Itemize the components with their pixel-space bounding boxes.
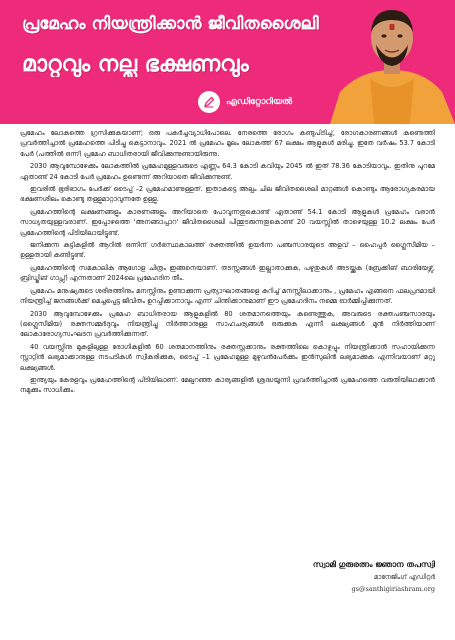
paragraph: ഇന്ത്യയും കേരളവും പ്രമേഹത്തിന്റെ പിടിയിലാണ്. മേല്പറഞ്ഞ കാര്യങ്ങളിൽ ശ്രദ്ധയൂന്നി പ്രവർത്തിച്ചാൽ പ്രമേഹത്തെ വരുതിയിലാക്കാൻ നമുക്കും സാധിക്കും. [20,375,435,395]
paragraph: ഇവരിൽ ഭൂരിഭാഗം പേർക്ക് ടൈപ്പ് –2 പ്രമേഹമാണുള്ളത്. ഇതാകട്ടെ അല്പം ചില ജീവിതശൈലി മാറ്റങ്ങൾ കൊണ്ടും ആരോഗ്യകരമായ ഭക്ഷണശീലം കൊണ്ടു തള്ളുമാറ്റാവുന്നതേ ഉള്ളു. [20,185,435,204]
editorial-badge [198,91,292,113]
paragraph: പ്രമേഹത്തിന്റെ ലക്ഷണങ്ങളും കാരണങ്ങളും അറിയാതെ പോവുന്നതുകൊണ്ട് ഏതാണ്ട് 54.1 കോടി ആളുകൾ പ്രമേഹം വരാൻ സാധ്യതയുള്ളവരാണ്. ഇപ്പോഴത്തെ 'അനങ്ങാപ്പാറ' ജീവിതശൈലി പിന്തുടരുന്നതുകൊണ്ട് 20 വയസ്സിൽ താഴെയുള്ള 10.2 ലക്ഷം പേർ പ്രമേഹത്തിന്റെ പിടിയിലായിട്ടുണ്ട്. [20,207,435,237]
section-label: എഡിറ്റോറിയൽ [226,97,293,107]
author-portrait [330,0,455,124]
page-title-line2: മാറ്റവും നല്ല ഭക്ഷണവും [22,52,249,77]
pen-icon [198,91,220,113]
paragraph: 2030 ആവുമ്പോഴേക്കും പ്രമേഹ ബാധിതരായ ആളുകളിൽ 80 ശതമാനത്തെയും കണ്ടെത്തുക, അവരുടെ രക്തപഞ്ചസാരയും (ഗ്ലൈസീമിയ) രക്തസമ്മർദ്ദവും നിയന്ത്രിച്ചു നിർത്താനുള്ള സാഹചര്യങ്ങൾ ഒരുക്കുക എന്നീ ലക്ഷ്യങ്ങൾ മുൻ നിർത്തിയാണ് ലോകാരോഗ്യസംഘടന പ്രവർത്തിക്കുന്നത്. [20,309,435,339]
paragraph: 40 വയസ്സിനു മുകളിലുള്ള രോഗികളിൽ 60 ശതമാനത്തിനും രക്തസ്റ്റക്കാനും രക്തത്തിലെ കൊഴുപ്പും നിയന്ത്രിക്കാൻ സഹായിക്കുന്ന സ്റ്റാറ്റിൻ ലഭ്യമാക്കാനുള്ള നടപടികൾ സ്വീകരിക്കുക, ടൈപ്പ് –1 പ്രമേഹമുള്ള മുഴുവൻപേർക്കും ഇൻസുലിൻ ലഭ്യമാക്കുക എന്നിവയാണ് മറ്റു ലക്ഷ്യങ്ങൾ. [20,342,435,372]
page-title-line1: പ്രമേഹം നിയന്ത്രിക്കാൻ ജീവിതശൈലി [22,14,319,34]
signature-block [313,560,435,593]
paragraph: പ്രമേഹം ലോകത്തെ ഗ്രസിക്കുകയാണ്; ഒരു പകർച്ചവ്യാധിപോലെ. നേരത്തെ രോഗം കണ്ടുപിടിച്ച്, രോഗകാരണങ്ങൾ കണ്ടെത്തി പ്രവർത്തിച്ചാൽ പ്രമേഹത്തെ പിടിച്ചു കെട്ടാനാവും. 2021 ൽ പ്രമേഹം മൂലം ലോകത്ത് 67 ലക്ഷം ആളുകൾ മരിച്ചു. ഇതേ വർഷം 53.7 കോടി പേർ (പത്തിൽ ഒന്ന്) പ്രമേഹ ബാധിതരായി ജീവിക്കുന്നുണ്ടായിരുന്നു. [20,129,435,158]
paragraph: ജനിക്കുന്ന കുട്ടികളിൽ ആറിൽ ഒന്നിന് ഗർഭസ്ഥകാലത്ത് രക്തത്തിൽ ഉയർന്ന പഞ്ചസാരയുടെ അളവ് – ഹൈപ്പർ ഗ്ലൈസീമിയ – ഉള്ളതായി കണ്ടിട്ടുണ്ട്. [20,241,435,260]
header-banner [0,0,455,124]
paragraph: പ്രമേഹം മനുഷ്യരുടെ ശരീരത്തിനും മനസ്സിനും ഉണ്ടാക്കുന്ന പ്രത്യാഘാതങ്ങളെ കുറിച്ച് മനസ്സിലാക്കാനും , പ്രമേഹം എങ്ങനെ ഫലപ്രദമായി നിയന്ത്രിച്ച് ജനങ്ങൾക്ക് മെച്ചപ്പെട്ട ജീവിതം ഉറപ്പിക്കാനാവും എന്ന് ചിന്തിക്കാനുമാണ് ഈ പ്രമേഹദിനം നമ്മെ ഓർമ്മിപ്പിക്കുന്നത്. [20,286,435,306]
editorial-body [20,128,435,398]
author-name: സ്വാമി ഗുരുരത്നം ജ്ഞാന തപസ്വി [312,560,435,569]
author-email: gs@santhigiriashram.org [351,585,435,593]
paragraph: പ്രമേഹത്തിന്റെ സമകാലിക ആഗോള ചിത്രം ഇങ്ങനെയാണ്. തടസ്സങ്ങൾ ഇല്ലാതാക്കുക, പഴുതുകൾ അടയ്ക്കുക (ബ്രേക്കിങ് ബാരിയേഴ്സ്, ബ്രിഡ്ജിങ് ഗാപ്സ്) എന്നതാണ് 2024ലെ പ്രമേഹദിന തീം. [20,263,435,283]
author-role: മാനേജിംഗ് എഡിറ്റർ [373,573,435,581]
paragraph: 2030 ആവുമ്പോഴേക്കും ലോകത്തിൽ പ്രമേഹമുള്ളവരുടെ എണ്ണം 64.3 കോടി കവിയും 2045 ൽ ഇത് 78.36 കോടിയാവും. ഇതിനു പുറമേ ഏതാണ്ട് 24 കോടി പേർ പ്രമേഹം ഉണ്ടെന്ന് അറിയാതെ ജീവിക്കുന്നുണ്ട്. [20,162,435,181]
